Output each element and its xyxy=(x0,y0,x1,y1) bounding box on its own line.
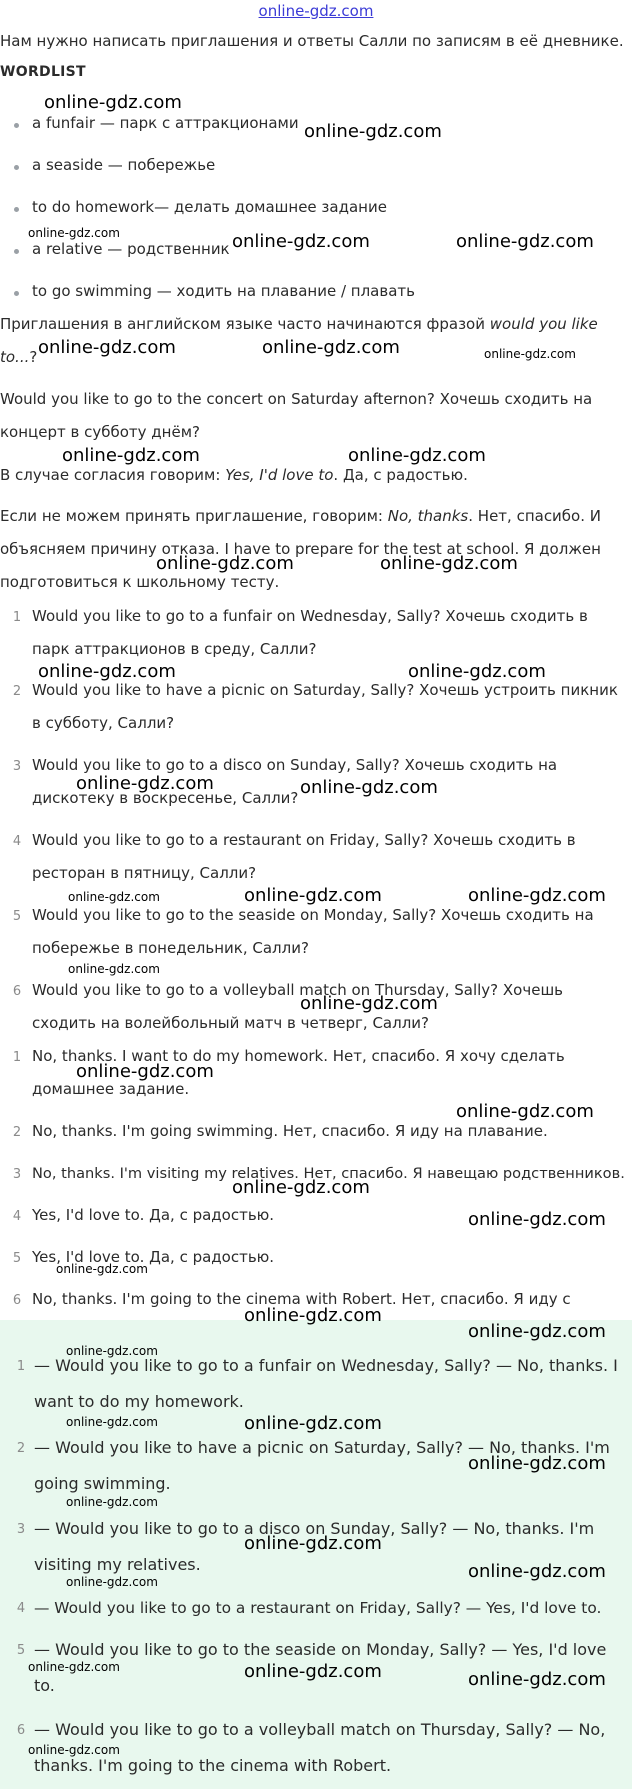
watermark: online-gdz.com xyxy=(262,337,400,358)
intro-text: Нам нужно написать приглашения и ответы Салли по записям в её дневнике. xyxy=(0,32,624,50)
list-number: 1 xyxy=(12,1050,22,1065)
dialogue-item: — Would you like to go to a volleyball match on Thursday, Sally? — No, thanks. I'm going to the cinema with Robert. xyxy=(34,1720,606,1775)
bullet xyxy=(14,123,19,128)
watermark: online-gdz.com xyxy=(28,226,120,240)
watermark: online-gdz.com xyxy=(244,885,382,906)
wordlist-item: to do homework— делать домашнее задание xyxy=(32,198,387,216)
invitation-item: Would you like to go to the seaside on Monday, Sally? Хочешь сходить на побережье в понедельник, Салли? xyxy=(32,906,594,957)
answer-item: No, thanks. I'm going swimming. Нет, спасибо. Я иду на плавание. xyxy=(32,1122,548,1140)
answer-item: Yes, I'd love to. Да, с радостью. xyxy=(32,1248,275,1266)
theory-text: В случае согласия говорим: xyxy=(0,466,221,484)
theory-text: Если не можем принять приглашение, говорим: xyxy=(0,507,383,525)
list-number: 4 xyxy=(12,1209,22,1224)
theory-end: . Нет, спасибо. И объясняем причину отказа. I have to prepare for the test at school. Я должен подготовиться к школьному тесту. xyxy=(0,507,601,591)
watermark: online-gdz.com xyxy=(484,347,576,361)
watermark: online-gdz.com xyxy=(304,121,442,142)
list-number: 6 xyxy=(12,984,22,999)
watermark: online-gdz.com xyxy=(28,1660,120,1674)
dialogue-item: — Would you like to go to the seaside on Monday, Sally? — Yes, I'd love to. xyxy=(34,1640,607,1695)
dialogue-item: — Would you like to go to a restaurant on Friday, Sally? — Yes, I'd love to. xyxy=(34,1599,602,1617)
watermark: online-gdz.com xyxy=(66,1495,158,1509)
bullet xyxy=(14,207,19,212)
list-number: 6 xyxy=(16,1723,26,1738)
invitation-item: Would you like to go to a funfair on Wednesday, Sally? Хочешь сходить в парк аттракционов в среду, Салли? xyxy=(32,607,588,658)
watermark: online-gdz.com xyxy=(68,890,160,904)
watermark: online-gdz.com xyxy=(232,1177,370,1198)
watermark: online-gdz.com xyxy=(468,1209,606,1230)
watermark: online-gdz.com xyxy=(38,661,176,682)
watermark: online-gdz.com xyxy=(408,661,546,682)
watermark: online-gdz.com xyxy=(28,1743,120,1757)
theory-paragraph-4 xyxy=(0,500,630,599)
watermark: online-gdz.com xyxy=(300,777,438,798)
bullet xyxy=(14,165,19,170)
list-number: 3 xyxy=(12,1167,22,1182)
watermark: online-gdz.com xyxy=(66,1344,158,1358)
theory-phrase: would you like to... xyxy=(0,315,598,366)
watermark: online-gdz.com xyxy=(300,993,438,1014)
watermark: online-gdz.com xyxy=(468,1669,606,1690)
answer-item: Yes, I'd love to. Да, с радостью. xyxy=(32,1206,275,1224)
watermark: online-gdz.com xyxy=(38,337,176,358)
watermark: online-gdz.com xyxy=(348,445,486,466)
bullet xyxy=(14,291,19,296)
invitation-item: Would you like to go to a restaurant on Friday, Sally? Хочешь сходить в ресторан в пятницу, Салли? xyxy=(32,831,576,882)
watermark: online-gdz.com xyxy=(468,1453,606,1474)
list-number: 4 xyxy=(16,1601,26,1616)
wordlist-item: a relative — родственник xyxy=(32,240,230,258)
list-number: 5 xyxy=(16,1643,26,1658)
watermark: online-gdz.com xyxy=(76,1061,214,1082)
dialogue-item: — Would you like to go to a disco on Sunday, Sally? — No, thanks. I'm visiting my relatives. xyxy=(34,1519,595,1574)
theory-phrase: No, thanks xyxy=(387,507,469,525)
theory-end: . Да, с радостью. xyxy=(333,466,468,484)
watermark: online-gdz.com xyxy=(244,1661,382,1682)
watermark: online-gdz.com xyxy=(468,1561,606,1582)
theory-paragraph-2: Would you like to go to the concert on Saturday afternon? Хочешь сходить на концерт в субботу днём? xyxy=(0,390,593,441)
watermark: online-gdz.com xyxy=(62,445,200,466)
wordlist-item: a seaside — побережье xyxy=(32,156,216,174)
watermark: online-gdz.com xyxy=(66,1575,158,1589)
watermark: online-gdz.com xyxy=(244,1305,382,1326)
theory-phrase: Yes, I'd love to xyxy=(225,466,334,484)
list-number: 3 xyxy=(16,1522,26,1537)
theory-paragraph-3 xyxy=(0,464,630,486)
list-number: 2 xyxy=(12,684,22,699)
list-number: 5 xyxy=(12,909,22,924)
list-number: 6 xyxy=(12,1293,22,1308)
list-number: 5 xyxy=(12,1251,22,1266)
watermark: online-gdz.com xyxy=(156,553,294,574)
list-number: 1 xyxy=(12,610,22,625)
invitation-item: Would you like to have a picnic on Saturday, Sally? Хочешь устроить пикник в субботу, Салли? xyxy=(32,681,618,732)
theory-text: Приглашения в английском языке часто начинаются фразой xyxy=(0,315,485,333)
wordlist-heading: WORDLIST xyxy=(0,64,86,80)
watermark: online-gdz.com xyxy=(44,92,182,113)
site-link[interactable]: online-gdz.com xyxy=(258,2,374,20)
watermark: online-gdz.com xyxy=(76,773,214,794)
list-number: 1 xyxy=(16,1359,26,1374)
answer-item: No, thanks. I'm visiting my relatives. Нет, спасибо. Я навещаю родственников. xyxy=(32,1165,625,1182)
watermark: online-gdz.com xyxy=(56,1262,148,1276)
watermark: online-gdz.com xyxy=(468,1321,606,1342)
answer-item: No, thanks. I'm going to the cinema with Robert. Нет, спасибо. Я иду с xyxy=(32,1290,571,1308)
invitation-item: Would you like to go to a volleyball match on Thursday, Sally? Хочешь сходить на волейбольный матч в четверг, Салли? xyxy=(32,981,564,1032)
theory-end: ? xyxy=(29,348,38,366)
watermark: online-gdz.com xyxy=(68,962,160,976)
watermark: online-gdz.com xyxy=(66,1415,158,1429)
list-number: 2 xyxy=(16,1441,26,1456)
list-number: 4 xyxy=(12,834,22,849)
watermark: online-gdz.com xyxy=(232,231,370,252)
list-number: 3 xyxy=(12,759,22,774)
answer-item: No, thanks. I want to do my homework. Нет, спасибо. Я хочу сделать домашнее задание. xyxy=(32,1047,565,1098)
wordlist-item: a funfair — парк с аттракционами xyxy=(32,114,299,132)
watermark: online-gdz.com xyxy=(456,1101,594,1122)
bullet xyxy=(14,249,19,254)
watermark: online-gdz.com xyxy=(244,1413,382,1434)
dialogue-item: — Would you like to have a picnic on Saturday, Sally? — No, thanks. I'm going swimming. xyxy=(34,1438,610,1493)
watermark: online-gdz.com xyxy=(456,231,594,252)
watermark: online-gdz.com xyxy=(244,1533,382,1554)
dialogue-item: — Would you like to go to a funfair on Wednesday, Sally? — No, thanks. I want to do my homework. xyxy=(34,1356,618,1411)
wordlist-item: to go swimming — ходить на плавание / плавать xyxy=(32,282,415,300)
watermark: online-gdz.com xyxy=(468,885,606,906)
watermark: online-gdz.com xyxy=(380,553,518,574)
list-number: 2 xyxy=(12,1125,22,1140)
invitation-item: Would you like to go to a disco on Sunday, Sally? Хочешь сходить на дискотеку в воскресенье, Салли? xyxy=(32,756,558,807)
